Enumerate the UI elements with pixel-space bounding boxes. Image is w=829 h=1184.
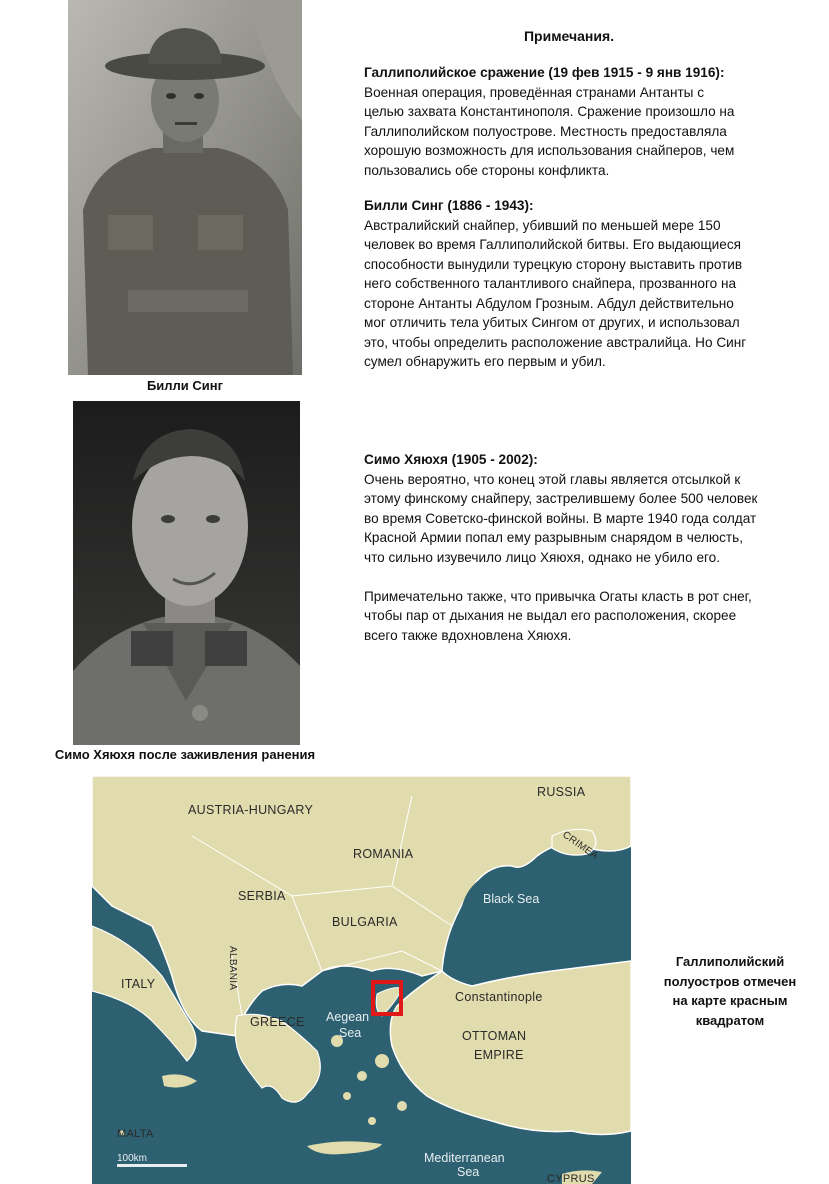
map-label-albania: ALBANIA [227, 946, 238, 991]
note-line: способности вынудили турецкую сторону выставить против [364, 256, 743, 272]
map-svg [92, 776, 631, 1184]
simo-hayha-caption: Симо Хяюхя после заживления ранения [54, 747, 316, 762]
map-label-malta: MALTA [117, 1128, 154, 1140]
map-label-bulgaria: BULGARIA [332, 915, 398, 929]
map-label-greece: GREECE [250, 1015, 305, 1029]
note-line: это, чтобы определить расположение австралийца. Но Синг [364, 334, 747, 350]
note-line: Красной Армии попал ему разрывным снарядом в челюсть, [364, 530, 743, 545]
map-label-serbia: SERBIA [238, 889, 286, 903]
map-label-aegean: Aegean [326, 1010, 370, 1024]
simo-hayha-photo [73, 401, 300, 745]
note-line: человек во время Галлиполийской битвы. Его выдающиеся [364, 237, 741, 252]
note-line: Военная операция, проведённая странами Антанты с [364, 84, 705, 100]
note-line: Австралийский снайпер, убивший по меньшей мере 150 [364, 217, 721, 233]
note-line: сумел обнаружить его первым и убил. [364, 354, 606, 369]
note-simo [364, 450, 804, 645]
note-line: хорошую возможность для использования снайперов, чем [364, 143, 735, 158]
note-gallipoli-heading: Галлиполийское сражение (19 фев 1915 - 9 янв 1916): [364, 65, 725, 80]
note-line: Галлиполийском полуострове. Местность предоставляла [364, 123, 727, 139]
billy-sing-photo [68, 0, 302, 375]
note-line: мог отличить тела убитых Сингом от других, и использовал [364, 315, 740, 330]
map-label-black-sea: Black Sea [483, 892, 540, 906]
note-line: стороне Антанты Абдулом Грозным. Абдул действительно [364, 295, 734, 311]
map-note-line: Галлиполийский [675, 954, 785, 969]
note-line: чтобы пар от дыхания не выдал его расположения, скорее [364, 608, 737, 623]
map-label-austria-hungary: AUSTRIA-HUNGARY [188, 803, 314, 817]
map-label-constantinople: Constantinople [455, 990, 543, 1004]
map-label-cyprus: CYPRUS [547, 1173, 595, 1184]
map-label-russia: RUSSIA [537, 785, 586, 799]
note-line: целью захвата Константинополя. Сражение произошло на [364, 104, 735, 119]
map-label-mediterranean-sea: Sea [457, 1165, 480, 1179]
map-note-line: квадратом [695, 1012, 765, 1028]
notes-title: Примечания. [523, 28, 615, 44]
map-label-crimea: CRIMEA [560, 829, 600, 862]
simo-hayha-portrait [73, 401, 300, 745]
map-label-italy: ITALY [121, 977, 156, 991]
map-note-line: на карте красным [672, 993, 788, 1008]
note-line: всего также вдохновлена Хяюхя. [364, 627, 572, 643]
map-label-romania: ROMANIA [353, 847, 414, 861]
note-simo-heading: Симо Хяюхя (1905 - 2002): [364, 452, 538, 467]
billy-sing-portrait [68, 0, 302, 375]
map-label-scale: 100km [117, 1153, 148, 1164]
map-label-mediterranean: Mediterranean [424, 1151, 505, 1165]
billy-sing-caption: Билли Синг [146, 378, 224, 393]
note-line: него собственного талантливого снайпера, прозванного на [364, 276, 737, 291]
note-gallipoli [364, 63, 804, 180]
note-line: этому финскому снайперу, застрелившему более 500 человек [364, 491, 758, 506]
map-label-ottoman: OTTOMAN [462, 1029, 527, 1043]
note-line: Примечательно также, что привычка Огаты класть в рот снег, [364, 588, 752, 604]
note-line: пользовались обе стороны конфликта. [364, 162, 610, 178]
map-label-empire: EMPIRE [474, 1048, 524, 1062]
map-side-note [640, 952, 820, 1030]
map-note-line: полуостров отмечен [663, 973, 797, 989]
gallipoli-map [92, 776, 631, 1184]
map-label-aegean-sea: Sea [339, 1026, 362, 1040]
note-line: во время Советско-финской войны. В марте 1940 года солдат [364, 510, 757, 526]
note-billy-heading: Билли Синг (1886 - 1943): [364, 198, 534, 213]
note-line: Очень вероятно, что конец этой главы является отсылкой к [364, 471, 741, 487]
note-billy [364, 196, 804, 372]
note-line: что сильно изувечило лицо Хяюхя, однако не убило его. [364, 549, 721, 565]
